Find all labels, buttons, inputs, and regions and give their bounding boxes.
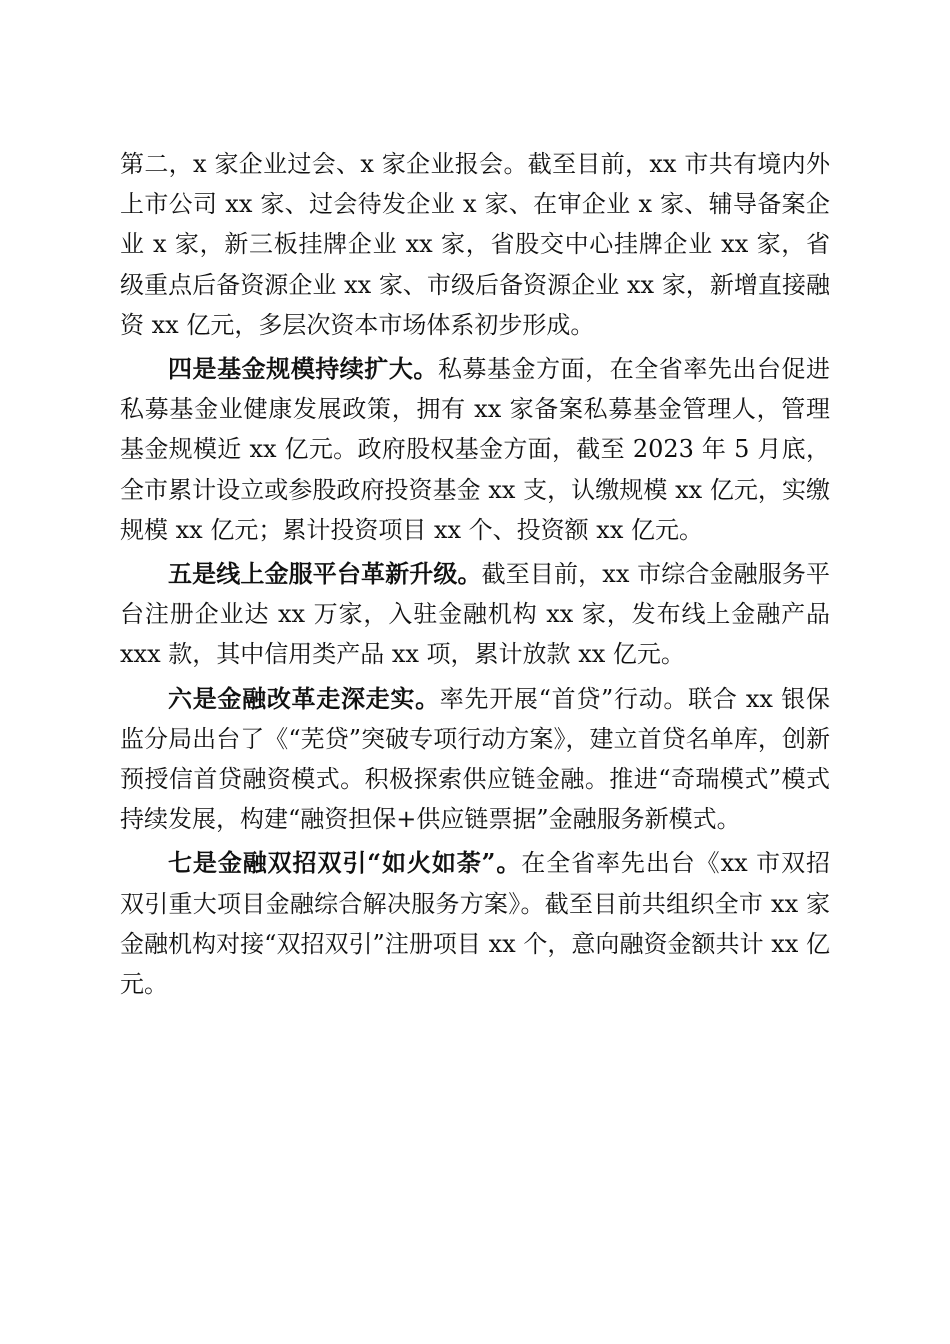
paragraph-text: 截至目前，xx 市综合金融服务平台注册企业达 xx 万家，入驻金融机构 xx 家，发布线上金融产品 xxx 款，其中信用类产品 xx 项，累计放款 xx 亿元。 <box>120 560 831 669</box>
paragraph-heading: 四是基金规模持续扩大。 <box>168 354 438 384</box>
paragraph-listed-companies <box>120 144 830 345</box>
paragraph-text: 在全省率先出台《xx 市双招双引重大项目金融综合解决服务方案》。截至目前共组织全市 xx 家金融机构对接“双招双引”注册项目 xx 个，意向融资金额共计 xx 亿元。 <box>120 849 831 999</box>
paragraph-heading: 六是金融改革走深走实。 <box>168 683 440 713</box>
paragraph-online-platform <box>120 554 830 675</box>
paragraph-investment-attraction <box>120 843 830 1004</box>
paragraph-heading: 七是金融双招双引“如火如荼”。 <box>168 848 522 878</box>
document-page <box>120 144 830 1004</box>
paragraph-text: 私募基金方面，在全省率先出台促进私募基金业健康发展政策，拥有 xx 家备案私募基金管理人，管理基金规模近 xx 亿元。政府股权基金方面，截至 2023 年 5 月底，全市累计设立或参股政府投资基金 xx 支，认缴规模 xx 亿元，实缴规模 xx 亿元；累计投资项目 xx 个、投资额 xx 亿元。 <box>120 355 831 544</box>
paragraph-heading: 五是线上金服平台革新升级。 <box>168 559 482 589</box>
paragraph-financial-reform <box>120 679 830 840</box>
paragraph-text: 率先开展“首贷”行动。联合 xx 银保监分局出台了《“芜贷”突破专项行动方案》，建立首贷名单库，创新预授信首贷融资模式。积极探索供应链金融。推进“奇瑞模式”模式持续发展，构建“融资担保+供应链票据”金融服务新模式。 <box>120 684 830 834</box>
paragraph-fund-scale <box>120 349 830 550</box>
paragraph-text: 第二，x 家企业过会、x 家企业报会。截至目前，xx 市共有境内外上市公司 xx 家、过会待发企业 x 家、在审企业 x 家、辅导备案企业 x 家，新三板挂牌企业 xx 家，省股交中心挂牌企业 xx 家，省级重点后备资源企业 xx 家、市级后备资源企业 xx 家，新增直接融资 xx 亿元，多层次资本市场体系初步形成。 <box>120 150 830 339</box>
